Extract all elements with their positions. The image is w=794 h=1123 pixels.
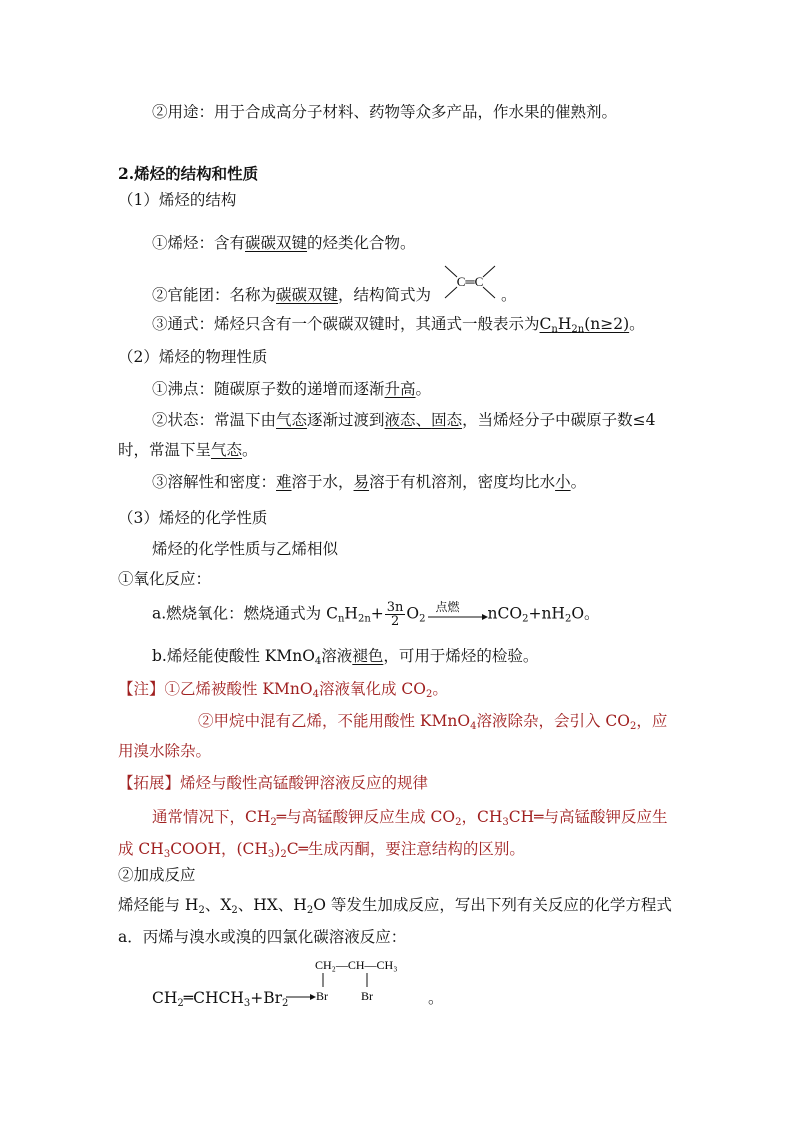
oxidation-heading: ①氧化反应： [118,570,212,588]
double-bond-structure [440,262,500,302]
extension-heading: 【拓展】烯烃与酸性高锰酸钾溶液反应的规律 [118,774,429,792]
propene-reaction-equation: $CH_2═CHCH_3+Br_2$ [152,989,289,1009]
equation-period: 。 [428,989,444,1007]
cc-label: C═C [456,274,484,289]
combustion-equation: a.燃烧氧化：燃烧通式为 $C_nH_{2n}+$ $\frac{3n}{2}$ $O_2$ 点燃 $nCO_2+nH_2O$。 [152,599,600,629]
subsection-physical: （2）烯烃的物理性质 [118,348,268,366]
alkene-definition: ①烯烃：含有碳碳双键的烃类化合物。 [152,234,416,252]
svg-text:Br: Br [361,989,373,1003]
svg-text:Br: Br [316,989,328,1003]
extension-line-1: 通常情况下，$CH_2═$与高锰酸钾反应生成 $CO_2$，$CH_3CH═$与高锰酸钾反应生 [152,808,668,828]
functional-group-line: ②官能团：名称为碳碳双键，结构简式为 [152,286,432,304]
chemical-similarity: 烯烃的化学性质与乙烯相似 [152,540,339,558]
note-line-2: ②甲烷中混有乙烯，不能用酸性 KMnO$_4$溶液除杂，会引入 $CO_2$，应 [198,712,668,732]
subsection-structure: （1）烯烃的结构 [118,191,237,209]
section-heading: 2.烯烃的结构和性质 [118,164,259,183]
note-line-1: 【注】①乙烯被酸性 KMnO$_4$溶液氧化成 $CO_2$。 [118,680,448,700]
reaction-arrow [286,992,316,1002]
general-formula-line: ③通式：烯烃只含有一个碳碳双键时，其通式一般表示为$C_nH_{2n}(n\ge 2)$。 [152,315,645,335]
state-line: ②状态：常温下由气态逐渐过渡到液态、固态，当烯烃分子中碳原子数≤4 [152,411,656,429]
svg-text:CH₂—CH—CH₃: CH₂—CH—CH₃ [315,958,398,972]
dibromopropane-structure [313,955,433,1005]
solubility-line: ③溶解性和密度：难溶于水，易溶于有机溶剂，密度均比水小。 [152,473,587,491]
note-line-3: 用溴水除杂。 [118,742,212,760]
subsection-chemical: （3）烯烃的化学性质 [118,509,268,527]
ignition-arrow: 点燃 [426,604,488,626]
period: 。 [501,286,517,304]
coefficient-fraction: $\frac{3n}{2}$ [386,600,404,629]
addition-description: 烯烃能与 $H_2$、$X_2$、HX、$H_2O$ 等发生加成反应，写出下列有关反应的化学方程式 [118,896,672,916]
boiling-point-line: ①沸点：随碳原子数的递增而逐渐升高。 [152,380,432,398]
usage-line: ②用途：用于合成高分子材料、药物等众多产品，作水果的催熟剂。 [152,103,618,121]
addition-heading: ②加成反应 [118,866,196,884]
extension-line-2: 成 $CH_3COOH$，$(CH_3)_2C═$生成丙酮，要注意结构的区别。 [118,840,525,860]
kmno4-test-line: b.烯烃能使酸性 KMnO$_4$溶液褪色，可用于烯烃的检验。 [152,647,539,667]
propene-reaction-title: a．丙烯与溴水或溴的四氯化碳溶液反应： [118,928,407,946]
state-line-cont: 时，常温下呈气态。 [118,441,258,459]
